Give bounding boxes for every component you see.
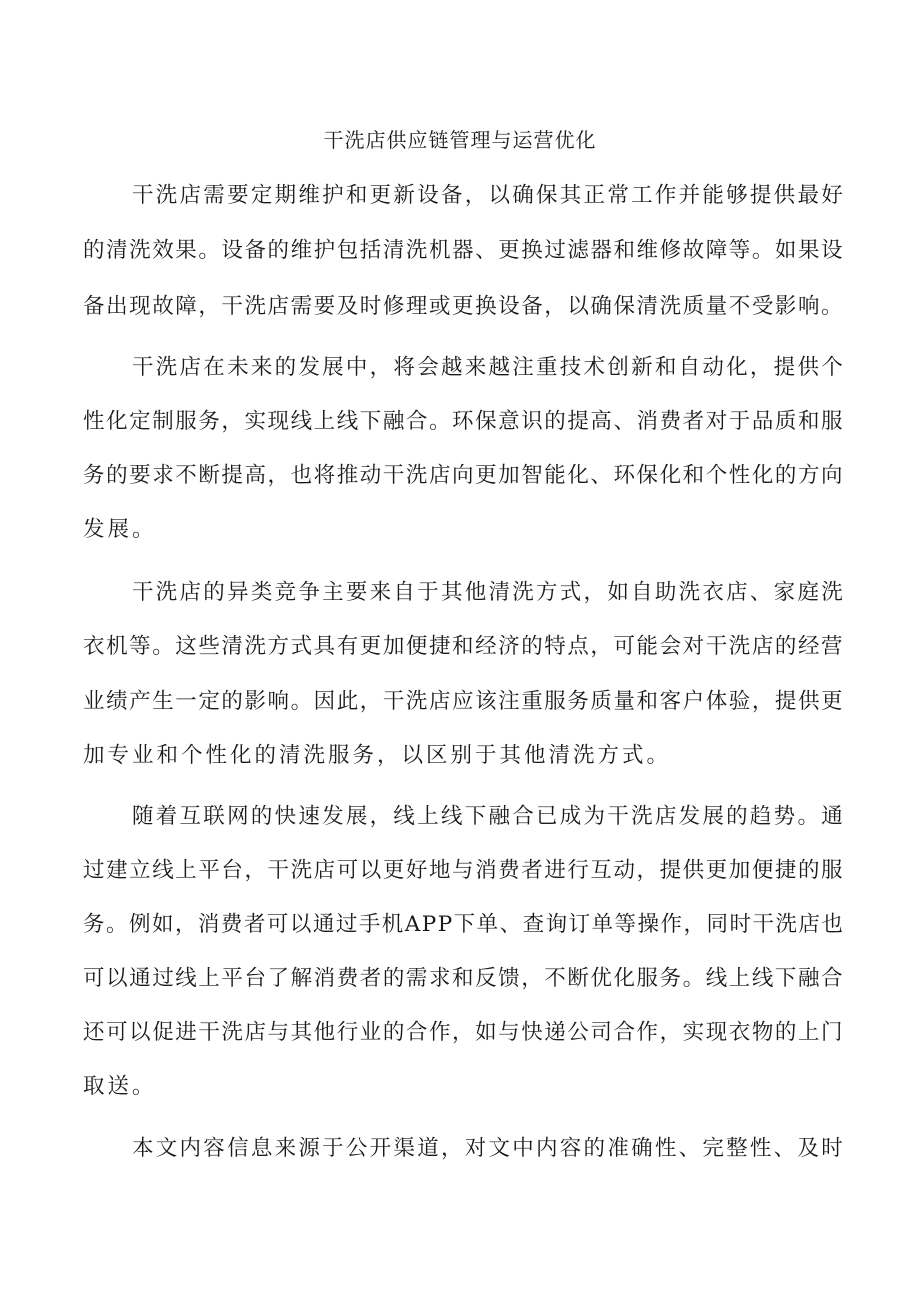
paragraph-2-line-1: 干 洗 店 在 未 来 的 发 展 中 ， 将 会 越 来 越 注 重 技 术 创 新 和 自 动 化 ， 提 供 个 — [132, 355, 843, 380]
paragraph-3-line-2: 衣 机 等 。 这 些 清 洗 方 式 具 有 更 加 便 捷 和 经 济 的 特 点 ， 可 能 会 对 干 洗 店 的 经 营 — [83, 634, 843, 659]
paragraph-2-line-4: 发展。 — [83, 517, 157, 542]
paragraph-3-line-4: 加专业和个性化的清洗服务，以区别于其他清洗方式。 — [83, 743, 672, 768]
paragraph-2-line-3: 务 的 要 求 不 断 提 高 ， 也 将 推 动 干 洗 店 向 更 加 智 能 化 、 环 保 化 和 个 性 化 的 方 向 — [83, 463, 843, 488]
document-title: 干洗店供应链管理与运营优化 — [323, 128, 597, 152]
paragraph-4-line-2: 过 建 立 线 上 平 台 ， 干 洗 店 可 以 更 好 地 与 消 费 者 进 行 互 动 ， 提 供 更 加 便 捷 的 服 — [83, 858, 843, 883]
paragraph-1-line-3: 备 出 现 故 障 ， 干 洗 店 需 要 及 时 修 理 或 更 换 设 备 ， 以 确 保 清 洗 质 量 不 受 影 响 。 — [83, 294, 843, 319]
paragraph-4-line-6: 取送。 — [83, 1074, 157, 1099]
paragraph-4-line-4: 可 以 通 过 线 上 平 台 了 解 消 费 者 的 需 求 和 反 馈 ， 不 断 优 化 服 务 。 线 上 线 下 融 合 — [83, 966, 843, 991]
paragraph-1-line-1: 干 洗 店 需 要 定 期 维 护 和 更 新 设 备 ， 以 确 保 其 正 常 工 作 并 能 够 提 供 最 好 — [132, 183, 843, 208]
paragraph-3-line-1: 干 洗 店 的 异 类 竞 争 主 要 来 自 于 其 他 清 洗 方 式 ， 如 自 助 洗 衣 店 、 家 庭 洗 — [132, 580, 843, 605]
paragraph-2-line-2: 性 化 定 制 服 务 ， 实 现 线 上 线 下 融 合 。 环 保 意 识 的 提 高 、 消 费 者 对 于 品 质 和 服 — [83, 409, 843, 434]
paragraph-3-line-3: 业 绩 产 生 一 定 的 影 响 。 因 此 ， 干 洗 店 应 该 注 重 服 务 质 量 和 客 户 体 验 ， 提 供 更 — [83, 689, 843, 714]
paragraph-4-line-3: 务 。 例 如 ， 消 费 者 可 以 通 过 手 机 A P P 下 单 、 查 询 订 单 等 操 作 ， 同 时 干 洗 店 也 — [83, 912, 843, 937]
paragraph-4-line-1: 随 着 互 联 网 的 快 速 发 展 ， 线 上 线 下 融 合 已 成 为 干 洗 店 发 展 的 趋 势 。 通 — [132, 804, 843, 829]
paragraph-1-line-2: 的 清 洗 效 果 。 设 备 的 维 护 包 括 清 洗 机 器 、 更 换 过 滤 器 和 维 修 故 障 等 。 如 果 设 — [83, 238, 843, 263]
paragraph-5-line-1: 本 文 内 容 信 息 来 源 于 公 开 渠 道 ， 对 文 中 内 容 的 准 确 性 、 完 整 性 、 及 时 — [132, 1136, 843, 1161]
paragraph-4-line-5: 还 可 以 促 进 干 洗 店 与 其 他 行 业 的 合 作 ， 如 与 快 递 公 司 合 作 ， 实 现 衣 物 的 上 门 — [83, 1020, 843, 1045]
